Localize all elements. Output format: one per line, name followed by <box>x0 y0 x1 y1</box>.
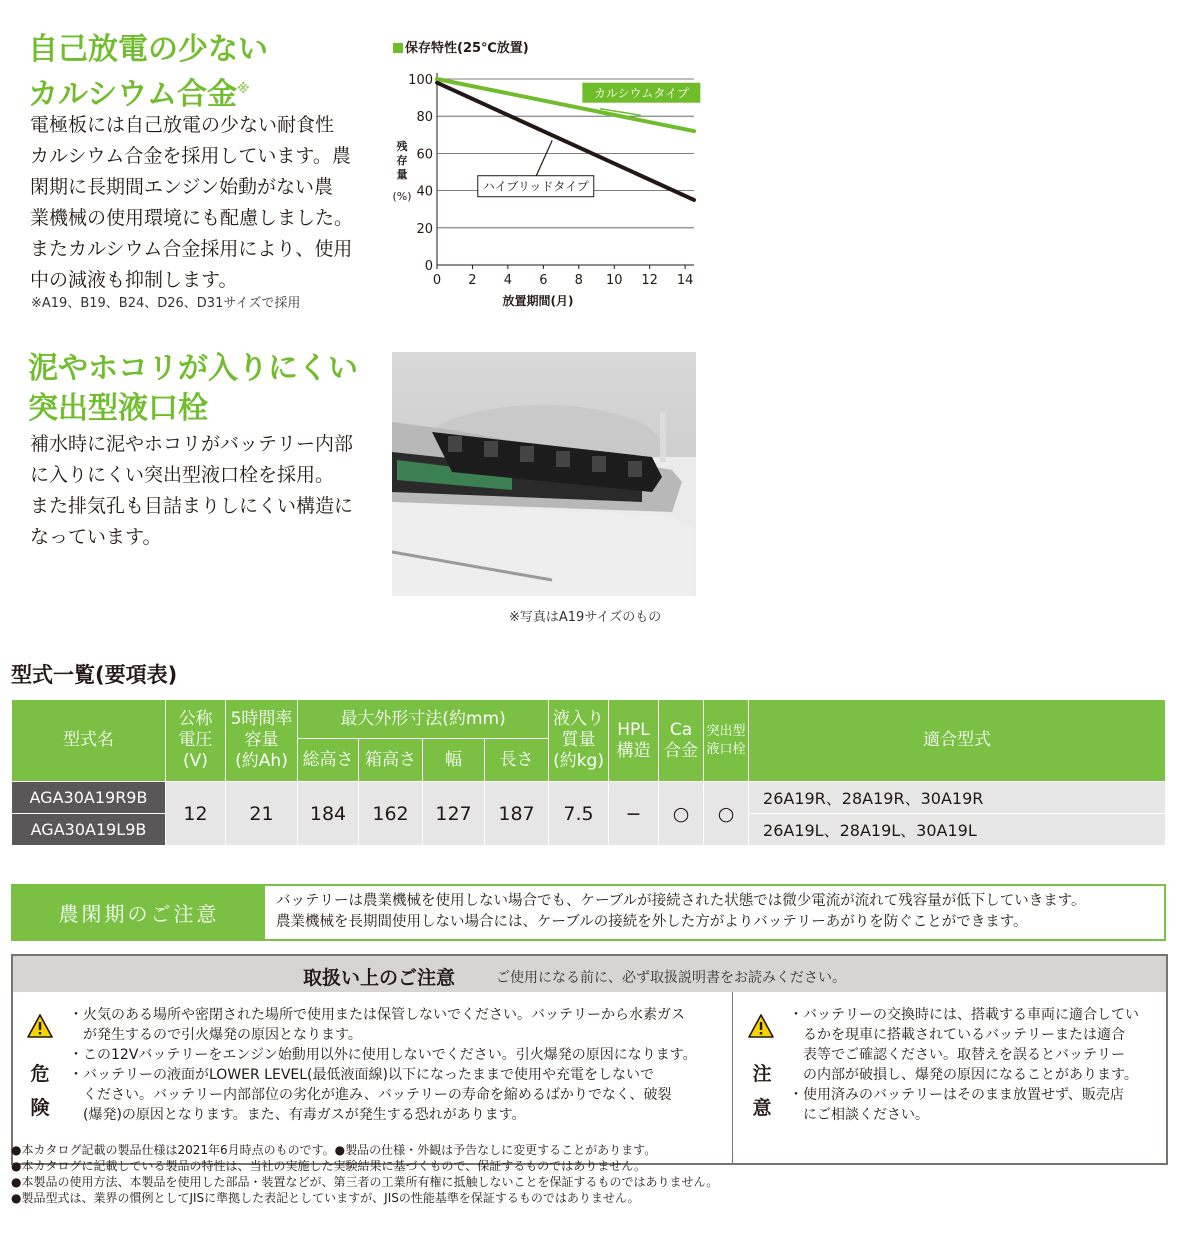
capacity-cell: 21 <box>226 782 298 846</box>
x-tick-label: 4 <box>503 273 513 288</box>
retention-chart <box>380 58 710 313</box>
y-tick-label: 100 <box>408 73 433 88</box>
calcium-body-line: 電極板には自己放電の少ない耐食性 <box>30 114 335 136</box>
model-cell: AGA30A19L9B <box>12 814 166 846</box>
section-calcium <box>28 30 268 115</box>
x-tick-label: 2 <box>468 273 477 288</box>
chart-title <box>393 37 529 56</box>
table-header-row <box>12 700 1166 739</box>
x-tick-label: 6 <box>539 273 548 288</box>
plug-body-line: なっています。 <box>30 526 162 548</box>
farm-caution-box <box>11 884 1166 941</box>
farm-caution-text <box>276 891 1086 933</box>
caution-label: 注 意 <box>752 1063 772 1119</box>
table-heading: 型式一覧(要項表) <box>11 663 178 687</box>
danger-pane <box>13 992 733 1163</box>
caution-item: ・バッテリーの交換時には、搭載する車両に適合してい るかを現車に搭載されているバッテリーまたは適合 表等でご確認ください。取替えを誤るとバッテリー の内部が破損し、爆発の原因になることがあります。 <box>789 1007 1139 1083</box>
width-cell: 127 <box>423 782 485 846</box>
col-box-height: 箱高さ <box>359 739 423 782</box>
calcium-note: ※A19、B19、B24、D26、D31サイズで採用 <box>31 296 301 311</box>
col-plug: 突出型 液口栓 <box>704 700 749 782</box>
warning-triangle-icon <box>748 1014 774 1038</box>
compat-cell: 26A19R、28A19R、30A19R <box>749 782 1166 814</box>
calcium-body-line: カルシウム合金を採用しています。農 <box>30 145 351 167</box>
handling-caution-title: 取扱い上のご注意 <box>303 967 456 989</box>
hpl-cell: − <box>609 782 659 846</box>
x-tick-label: 10 <box>605 273 623 288</box>
y-label-char: 残 <box>396 140 408 153</box>
y-tick-label: 40 <box>416 184 433 200</box>
warning-triangle-icon <box>27 1014 53 1038</box>
calcium-body <box>30 110 353 296</box>
col-length: 長さ <box>485 739 549 782</box>
danger-item: ・この12Vバッテリーをエンジン始動用以外に使用しないでください。引火爆発の原因になります。 <box>69 1047 697 1063</box>
calcium-title-text: カルシウム合金 <box>28 77 237 112</box>
model-cell: AGA30A19R9B <box>12 782 166 814</box>
col-model: 型式名 <box>12 700 166 782</box>
y-label-unit: (%) <box>392 190 412 203</box>
chart-callouts <box>478 83 701 197</box>
plug-body <box>30 429 353 553</box>
total-height-cell: 184 <box>298 782 359 846</box>
chart-title-text: 保存特性(25℃放置) <box>405 41 529 56</box>
plug-title-line1: 泥やホコリが入りにくい <box>28 351 358 386</box>
col-total-height: 総高さ <box>298 739 359 782</box>
y-label-char: 存 <box>396 154 408 167</box>
handling-caution-box <box>11 954 1168 1165</box>
col-compat: 適合型式 <box>749 700 1166 782</box>
plug-title-line2: 突出型液口栓 <box>28 391 208 426</box>
y-label-char: 量 <box>396 168 408 181</box>
x-tick-label: 0 <box>432 273 442 288</box>
col-width: 幅 <box>423 739 485 782</box>
footnote: ●本カタログに記載している製品の特性は、当社の実施した実験結果に基づくもので、保証するものではありません。 <box>11 1159 646 1173</box>
y-tick-label: 60 <box>416 147 433 163</box>
caution-item: ・使用済みのバッテリーはそのまま放置せず、販売店 にご相談ください。 <box>789 1087 1124 1123</box>
ca-cell: ○ <box>659 782 704 846</box>
chart-title-square-icon <box>393 43 403 53</box>
danger-item: ・火気のある場所や密閉された場所で使用または保管しないでください。バッテリーから水素ガス が発生するので引火爆発の原因となります。 <box>69 1007 685 1043</box>
box-height-cell: 162 <box>359 782 423 846</box>
mass-cell: 7.5 <box>549 782 609 846</box>
col-mass: 液入り 質量 (約kg) <box>549 700 609 782</box>
footnote: ●本製品の使用方法、本製品を使用した部品・装置などが、第三者の工業所有権に抵触しないことを保証するものではありません。 <box>11 1175 719 1189</box>
col-dims-group: 最大外形寸法(約mm) <box>298 700 549 739</box>
spec-table <box>11 699 1166 846</box>
chart-ylabel <box>392 139 411 203</box>
plug-cell: ○ <box>704 782 749 846</box>
hybrid-callout-leader <box>536 140 552 175</box>
calcium-body-line: 業機械の使用環境にも配慮しました。 <box>30 207 354 229</box>
calcium-body-line: 中の減液も抑制します。 <box>30 269 238 291</box>
compat-cell: 26A19L、28A19L、30A19L <box>749 814 1166 846</box>
plug-body-line: に入りにくい突出型液口栓を採用。 <box>30 464 335 486</box>
handling-caution-header <box>13 956 1166 992</box>
battery-photo <box>392 352 696 596</box>
col-ca: Ca 合金 <box>659 700 704 782</box>
chart-xlabel: 放置期間(月) <box>502 294 574 308</box>
danger-label: 危 険 <box>30 1063 50 1119</box>
calcium-title-mark: ※ <box>236 82 250 97</box>
section-plug <box>28 349 358 429</box>
calcium-body-line: またカルシウム合金採用により、使用 <box>30 238 353 260</box>
footnotes <box>11 1142 718 1206</box>
calcium-body-line: 閑期に長期間エンジン始動がない農 <box>30 176 334 198</box>
footnote: ●本カタログ記載の製品仕様は2021年6月時点のものです。●製品の仕様・外観は予告なしに変更することがあります。 <box>11 1143 657 1157</box>
table-row <box>12 782 1166 814</box>
col-capacity: 5時間率 容量 (約Ah) <box>226 700 298 782</box>
x-tick-label: 12 <box>641 273 658 288</box>
y-tick-label: 20 <box>416 221 433 237</box>
plug-body-line: 補水時に泥やホコリがバッテリー内部 <box>30 433 354 455</box>
photo-caption: ※写真はA19サイズのもの <box>509 610 662 625</box>
col-voltage: 公称 電圧 (V) <box>166 700 226 782</box>
footnote: ●製品型式は、業界の慣例としてJISに準拠した表記としていますが、JISの性能基準を保証するものではありません。 <box>11 1191 640 1205</box>
danger-item: ・バッテリーの液面がLOWER LEVEL(最低液面線)以下になったままで使用や充電をしないで ください。バッテリー内部部位の劣化が進み、バッテリーの寿命を縮めるばかりでなく、破裂 (爆発)の原因となります。また、有毒ガスが発生する恐れがあります。 <box>69 1067 672 1123</box>
plug-body-line: また排気孔も目詰まりしにくい構造に <box>30 495 354 517</box>
farm-caution-line: 農業機械を長期間使用しない場合には、ケーブルの接続を外した方がよりバッテリーあがりを防ぐことができます。 <box>276 914 1028 930</box>
handling-caution-subtitle: ご使用になる前に、必ず取扱説明書をお読みください。 <box>496 970 846 986</box>
farm-caution-line: バッテリーは農業機械を使用しない場合でも、ケーブルが接続された状態では微少電流が流れて残容量が低下していきます。 <box>276 893 1086 909</box>
voltage-cell: 12 <box>166 782 226 846</box>
caution-pane <box>733 992 1166 1163</box>
y-tick-label: 80 <box>416 110 433 126</box>
x-tick-label: 14 <box>676 273 694 288</box>
calcium-callout-label: カルシウムタイプ <box>593 86 689 101</box>
calcium-title-line1: 自己放電の少ない <box>28 32 268 67</box>
col-hpl: HPL 構造 <box>609 700 659 782</box>
battery-photo-illustration <box>392 352 696 596</box>
y-tick-label: 0 <box>424 259 433 274</box>
hybrid-callout-label: ハイブリッドタイプ <box>482 179 589 194</box>
x-tick-label: 8 <box>574 273 583 288</box>
calcium-title-line2 <box>28 70 268 115</box>
farm-caution-label: 農閑期のご注意 <box>13 886 265 939</box>
length-cell: 187 <box>485 782 549 846</box>
